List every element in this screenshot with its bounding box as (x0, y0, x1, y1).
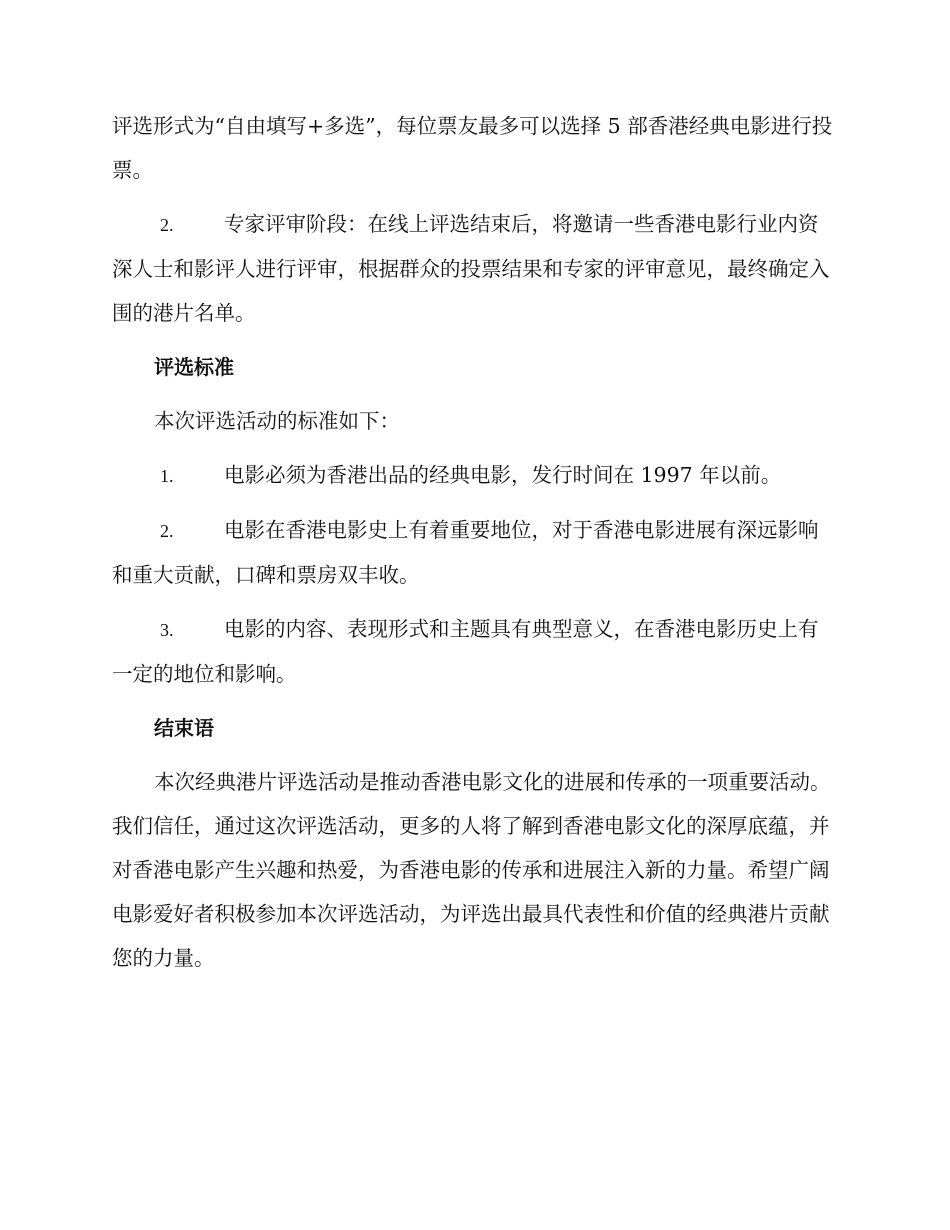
phase-list-item (112, 202, 834, 335)
criteria-intro-paragraph: 本次评选活动的标准如下： (154, 409, 400, 433)
list-item-text: 专家评审阶段：在线上评选结束后，将邀请一些香港电影行业内资深人士和影评人进行评审，根据群众的投票结果和专家的评审意见，最终确定入围的港片名单。 (112, 212, 830, 325)
criteria-list-item (112, 453, 834, 498)
criteria-list-item (112, 607, 834, 696)
list-number: 2. (160, 215, 174, 235)
list-number: 2. (160, 521, 174, 541)
list-item-text: 电影的内容、表现形式和主题具有典型意义，在香港电影历史上有一定的地位和影响。 (112, 617, 819, 686)
list-item-text: 电影必须为香港出品的经典电影，发行时间在 1997 年以前。 (224, 463, 782, 487)
document-body (112, 104, 834, 990)
list-number: 1. (160, 466, 174, 486)
section-heading-conclusion: 结束语 (154, 716, 214, 740)
criteria-list-item (112, 508, 834, 597)
list-item-text: 电影在香港电影史上有着重要地位，对于香港电影进展有深远影响和重大贡献，口碑和票房双丰收。 (112, 518, 819, 587)
section-heading-criteria: 评选标准 (154, 355, 234, 379)
conclusion-paragraph: 本次经典港片评选活动是推动香港电影文化的进展和传承的一项重要活动。我们信任，通过这次评选活动，更多的人将了解到香港电影文化的深厚底蕴，并对香港电影产生兴趣和热爱，为香港电影的传承和进展注入新的力量。希望广阔电影爱好者积极参加本次评选活动，为评选出最具代表性和价值的经典港片贡献您的力量。 (112, 770, 831, 970)
intro-continuation-paragraph: 评选形式为“自由填写+多选”，每位票友最多可以选择 5 部香港经典电影进行投票。 (112, 114, 833, 182)
list-number: 3. (160, 620, 174, 640)
